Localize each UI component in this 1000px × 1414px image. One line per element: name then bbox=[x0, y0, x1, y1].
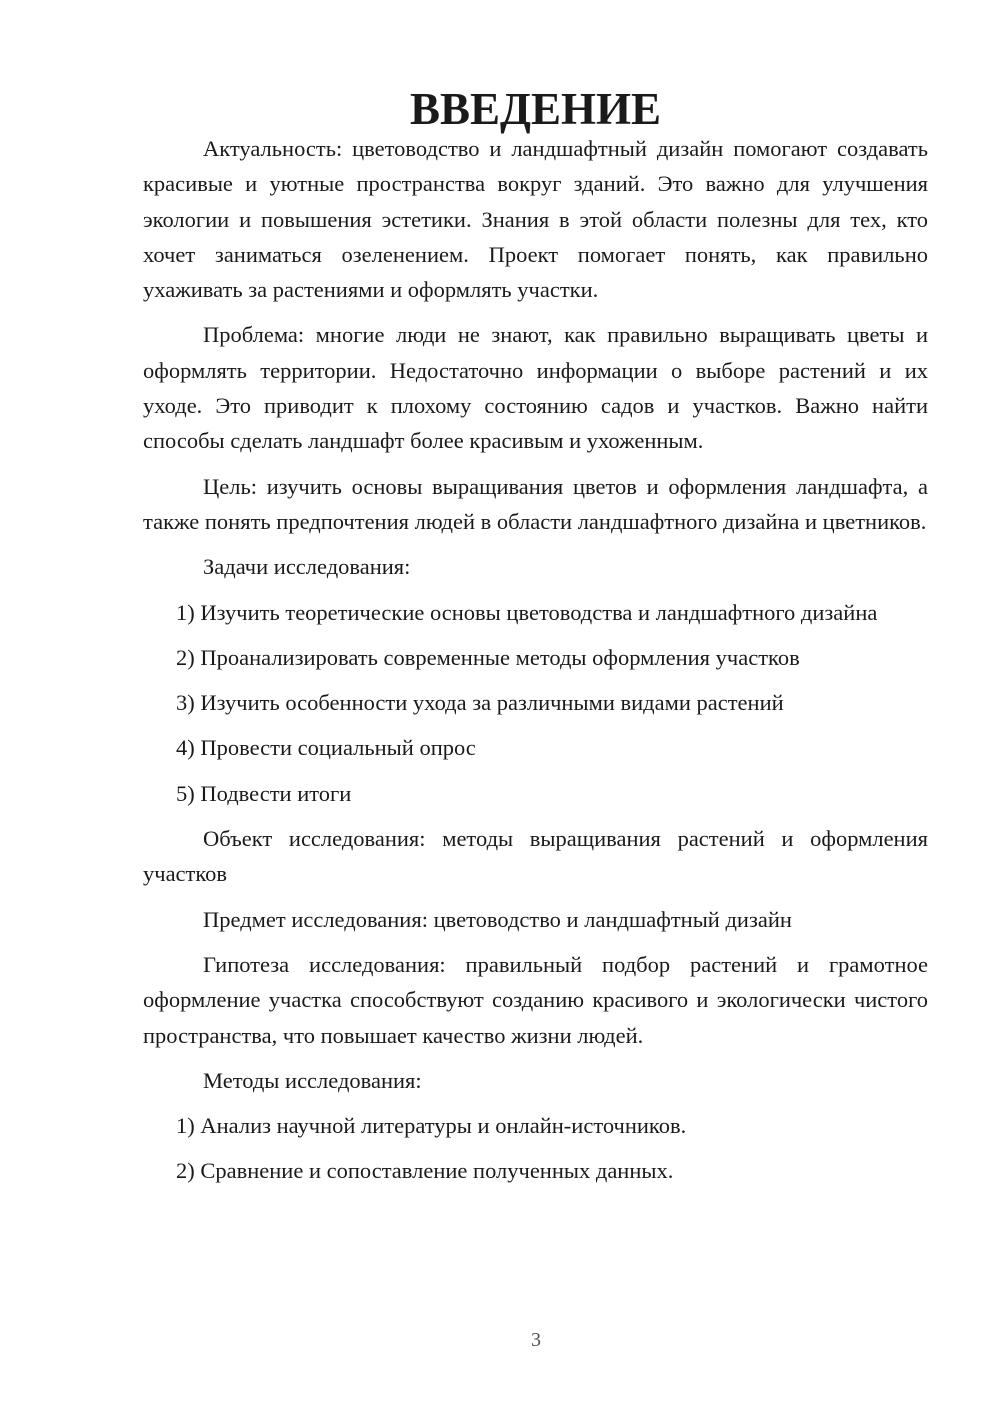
problem-paragraph: Проблема: многие люди не знают, как правильно выращивать цветы и оформлять территории. Недостаточно информации о выборе растений и их уходе. Это приводит к плохому состоянию садов и участков. Важно найти способы сделать ландшафт более красивым и ухоженным. bbox=[143, 322, 928, 454]
relevance-paragraph: Актуальность: цветоводство и ландшафтный дизайн помогают создавать красивые и уютные пространства вокруг зданий. Это важно для улучшения экологии и повышения эстетики. Знания в этой области полезны для тех, кто хочет заниматься озеленением. Проект помогает понять, как правильно ухаживать за растениями и оформлять участки. bbox=[143, 136, 928, 303]
task-item-1: 1) Изучить теоретические основы цветоводства и ландшафтного дизайна bbox=[176, 599, 878, 625]
object-paragraph: Объект исследования: методы выращивания растений и оформления участков bbox=[143, 826, 928, 887]
task-item-4: 4) Провести социальный опрос bbox=[176, 735, 476, 761]
tasks-title: Задачи исследования: bbox=[203, 554, 411, 580]
method-item-2: 2) Сравнение и сопоставление полученных данных. bbox=[176, 1158, 674, 1184]
hypothesis-paragraph: Гипотеза исследования: правильный подбор растений и грамотное оформление участка способствуют созданию красивого и экологически чистого пространства, что повышает качество жизни людей. bbox=[143, 951, 928, 1048]
task-item-5: 5) Подвести итоги bbox=[176, 780, 352, 806]
document-body bbox=[143, 84, 928, 1199]
page-number: 3 bbox=[531, 1329, 541, 1351]
methods-title: Методы исследования: bbox=[203, 1067, 422, 1093]
task-item-2: 2) Проанализировать современные методы оформления участков bbox=[176, 644, 800, 670]
method-item-1: 1) Анализ научной литературы и онлайн-источников. bbox=[176, 1113, 687, 1139]
page-title: ВВЕДЕНИЕ bbox=[409, 84, 662, 134]
subject-paragraph: Предмет исследования: цветоводство и ландшафтный дизайн bbox=[203, 906, 792, 932]
goal-paragraph: Цель: изучить основы выращивания цветов и оформления ландшафта, а также понять предпочтения людей в области ландшафтного дизайна и цветников. bbox=[143, 473, 928, 534]
task-item-3: 3) Изучить особенности ухода за различными видами растений bbox=[176, 690, 784, 716]
